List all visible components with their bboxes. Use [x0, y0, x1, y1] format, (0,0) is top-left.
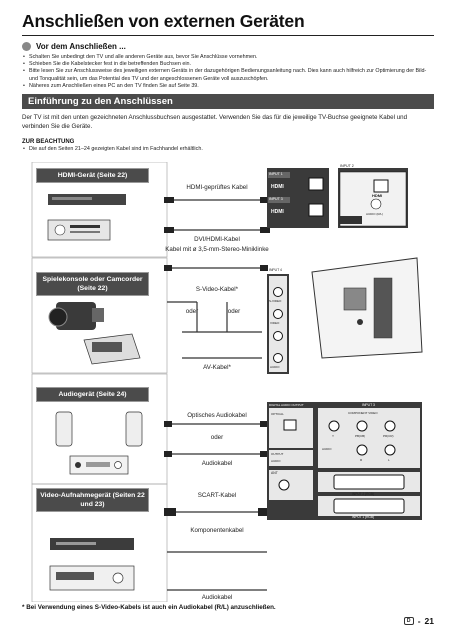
port-label: L [388, 458, 390, 462]
before-connecting [22, 42, 434, 90]
cable-label-mini: Kabel mit ø 3,5-mm-Stereo-Miniklinke [165, 246, 269, 253]
port-label: INPUT 3 [362, 403, 375, 407]
port-label: Y [332, 434, 335, 438]
port-label: HDMI [271, 184, 284, 190]
page-number-value: 21 [424, 616, 434, 626]
port-label: AUDIO (R/L) [366, 212, 384, 216]
port-label: AUDIO [271, 459, 281, 463]
port-label: HDMI [372, 193, 383, 198]
port-label: INPUT 2 [340, 164, 354, 168]
av-receiver-icon [48, 220, 110, 240]
list-item: • Schieben Sie die Kabelstecker fest in die betreffenden Buchsen ein. [22, 61, 434, 68]
cable-label-oder: oder [185, 308, 199, 315]
intro-text: Der TV ist mit den unten gezeichneten Anschlussbuchsen ausgestattet. Verwenden Sie das für die jeweilige TV-Buchse geeignete Kabel und verbinden Sie die Geräte. [22, 114, 408, 130]
port-label: PR(CR) [383, 434, 394, 438]
section-heading: Einführung zu den Anschlüssen [22, 94, 434, 109]
audio-amplifier-icon [70, 456, 128, 474]
port-label: PB(CB) [355, 434, 366, 438]
cable-label-audio: Audiokabel [201, 460, 233, 467]
dvd-player-icon [48, 194, 126, 205]
device-hdmi: HDMI-Gerät (Seite 22) [36, 168, 149, 183]
port-label: INPUT 1 [269, 172, 283, 176]
page-number-separator: - [417, 616, 421, 626]
port-label: HDMI [271, 209, 284, 215]
footnote: * Bei Verwendung eines S-Video-Kabels ist auch ein Audiokabel (R/L) anzuschließen. [22, 604, 276, 611]
cable-label-scart: SCART-Kabel [197, 492, 237, 499]
list-item: • Bitte lesen Sie zur Anschlussweise des jeweiligen externen Geräts in der dazugehörigen Bedienungsanleitung nach. Dies kann auch hilfreich zur Optimierung der Bild- und Tonqualität sein, um das Potential des TV und der angeschlossenen Geräte voll auszuschöpfen. [22, 68, 434, 82]
cable-label-component: Komponentenkabel [190, 527, 244, 534]
cable-label-audio: Audiokabel [201, 594, 233, 601]
cable-label-av: AV-Kabel* [203, 364, 231, 371]
port-label: OPTICAL [271, 412, 284, 416]
page-title: Anschließen von externen Geräten [22, 11, 305, 31]
port-label: ANT [271, 471, 278, 475]
device-console: Spielekonsole oder Camcorder (Seite 22) [36, 272, 149, 296]
diagram-graphics [22, 162, 434, 602]
cable-label-optical: Optisches Audiokabel [187, 412, 247, 419]
page-number [404, 616, 434, 626]
port-label: OUTPUT [271, 452, 284, 456]
cable-label-hdmi: HDMI-geprüftes Kabel [186, 184, 248, 191]
note-heading: ZUR BEACHTUNG [22, 139, 75, 145]
list-item: • Näheres zum Anschließen eines PC an den TV finden Sie auf Seite 39. [22, 83, 434, 90]
tv-panel-bottom [267, 402, 422, 520]
device-video: Video-Aufnahmegerät (Seiten 22 und 23) [36, 488, 149, 512]
before-list [22, 54, 434, 90]
device-audio: Audiogerät (Seite 24) [36, 387, 149, 402]
port-label: DIGITAL AUDIO OUTPUT [269, 403, 304, 407]
port-label: INPUT 1 (RGB) [352, 515, 375, 519]
bullet-dot-icon [22, 42, 31, 51]
cable-label-svideo: S-Video-Kabel* [195, 286, 239, 293]
port-label: COMPONENT VIDEO [348, 411, 378, 415]
port-label: R [360, 458, 363, 462]
cable-label-oder: oder [210, 434, 224, 441]
cable-plugs [164, 197, 270, 516]
connection-diagram [22, 162, 434, 602]
before-heading: Vor dem Anschließen ... [36, 42, 126, 51]
port-label: AUDIO [270, 365, 280, 369]
tv-panel-hdmi [267, 168, 408, 228]
port-label: INPUT 2 (RGB) [352, 492, 375, 496]
game-console-icon [84, 334, 140, 364]
tv-illustration [312, 258, 422, 358]
note-list [22, 146, 434, 153]
port-label: VIDEO [270, 321, 280, 325]
port-label: S-VIDEO [269, 299, 282, 303]
port-label: INPUT 3 [269, 197, 283, 201]
video-recorder-icon [50, 538, 134, 590]
list-item: • Schalten Sie unbedingt den TV und alle anderen Geräte aus, bevor Sie Anschlüsse vornehmen. [22, 54, 434, 61]
title-bar [22, 6, 434, 36]
list-item: • Die auf den Seiten 21–24 gezeigten Kabel sind im Fachhandel erhältlich. [22, 146, 434, 153]
port-label: AUDIO [322, 447, 332, 451]
cable-label-dvi: DVI/HDMI-Kabel [194, 236, 240, 243]
camcorder-icon [49, 302, 104, 330]
cable-label-oder: oder [227, 308, 241, 315]
language-badge: D [404, 617, 414, 625]
port-label: INPUT 4 [269, 268, 282, 272]
speaker-icon [56, 412, 142, 446]
